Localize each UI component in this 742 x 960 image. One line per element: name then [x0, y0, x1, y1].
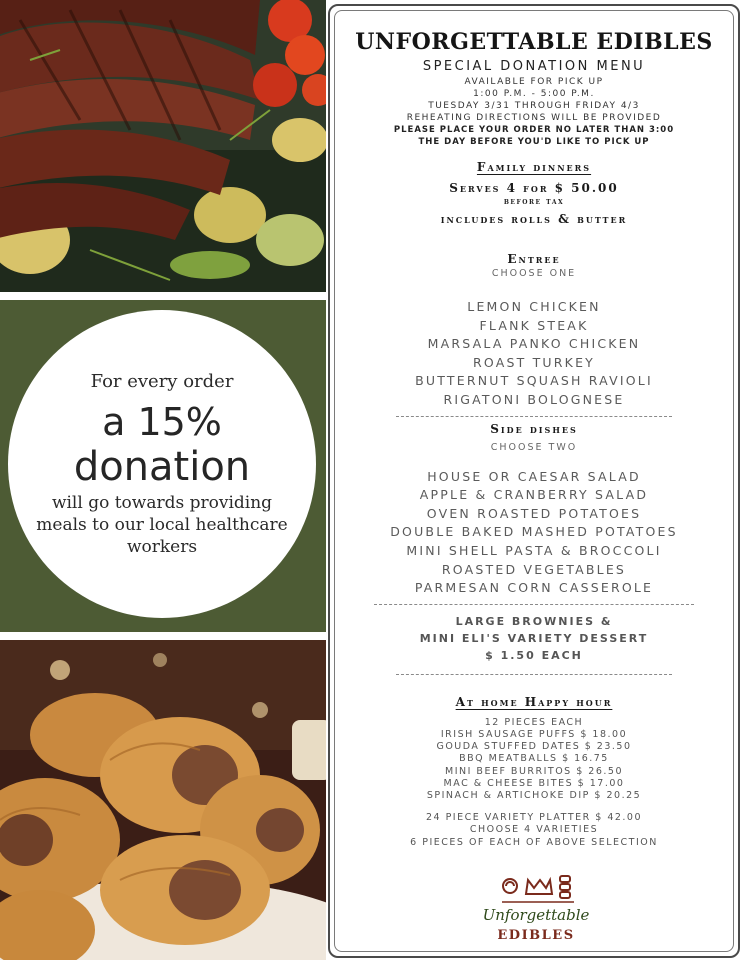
donation-circle	[8, 310, 316, 618]
family-serves-price: Serves 4 for $ 50.00	[449, 181, 619, 195]
sides-list	[330, 468, 738, 598]
happy-hour-item: SPINACH & ARTICHOKE DIP $ 20.25	[426, 789, 642, 801]
dessert-price: $ 1.50 EACH	[485, 648, 583, 662]
platter-item: CHOOSE 4 VARIETIES	[469, 824, 599, 836]
reheat-note: REHEATING DIRECTIONS WILL BE PROVIDED	[406, 113, 662, 123]
family-dinners-heading: Family dinners	[476, 160, 592, 174]
happy-hour-item: IRISH SAUSAGE PUFFS $ 18.00	[440, 728, 628, 740]
promo-percent: a 15%	[102, 399, 222, 444]
food-icons-logo-mark	[466, 868, 606, 908]
sides-heading: Side dishes	[490, 421, 578, 436]
dessert-line2: MINI ELI'S VARIETY DESSERT	[419, 631, 649, 645]
side-item: OVEN ROASTED POTATOES	[426, 505, 642, 521]
entree-item: MARSALA PANKO CHICKEN	[427, 336, 641, 352]
happy-hour-item: BBQ MEATBALLS $ 16.75	[459, 753, 609, 765]
entree-item: BUTTERNUT SQUASH RAVIOLI	[415, 373, 653, 389]
menu-panel	[328, 4, 740, 958]
side-item: MINI SHELL PASTA & BROCCOLI	[406, 542, 662, 558]
happy-hour-item: MAC & CHEESE BITES $ 17.00	[443, 777, 625, 789]
menu-subtitle: SPECIAL DONATION MENU	[422, 59, 646, 74]
happy-hour-item: GOUDA STUFFED DATES $ 23.50	[436, 741, 632, 753]
dessert-line1: LARGE BROWNIES &	[455, 614, 613, 628]
family-includes: includes rolls & butter	[440, 212, 628, 226]
side-item: HOUSE OR CAESAR SALAD	[427, 468, 641, 484]
happy-hour-list	[330, 717, 738, 802]
entree-item: RIGATONI BOLOGNESE	[443, 391, 625, 407]
order-deadline-2: THE DAY BEFORE YOU'D LIKE TO PICK UP	[418, 137, 650, 147]
brand-logo	[466, 868, 606, 950]
promo-donation: donation	[73, 443, 251, 490]
promo-description: will go towards providing meals to our local healthcare workers	[36, 492, 288, 557]
side-item: APPLE & CRANBERRY SALAD	[419, 487, 649, 503]
menu-content	[330, 6, 738, 849]
sides-divider	[374, 604, 694, 605]
sausage-puffs-photo	[0, 640, 326, 960]
family-tax-note: before tax	[503, 197, 565, 207]
platter-item: 24 PIECE VARIETY PLATTER $ 42.00	[425, 812, 643, 824]
order-deadline: PLEASE PLACE YOUR ORDER NO LATER THAN 3:00	[393, 125, 675, 135]
pickup-dates: TUESDAY 3/31 THROUGH FRIDAY 4/3	[428, 101, 640, 111]
entree-item: ROAST TURKEY	[473, 354, 595, 370]
entree-item: LEMON CHICKEN	[467, 299, 601, 314]
menu-title: UNFORGETTABLE EDIBLES	[355, 29, 713, 55]
left-column	[0, 0, 326, 960]
entree-list	[330, 298, 738, 410]
entree-heading: Entree	[507, 252, 561, 266]
promo-line1: For every order	[90, 370, 234, 392]
logo-script: Unforgettable	[482, 906, 590, 924]
dessert-block	[330, 613, 738, 664]
donation-promo	[0, 300, 326, 632]
happy-hour-heading: At home Happy hour	[455, 694, 613, 709]
happy-hour-item: 12 PIECES EACH	[484, 716, 584, 728]
side-item: DOUBLE BAKED MASHED POTATOES	[390, 524, 678, 540]
flank-steak-photo	[0, 0, 326, 292]
sides-choose: CHOOSE TWO	[490, 441, 578, 453]
side-item: ROASTED VEGETABLES	[441, 561, 627, 577]
entree-divider	[396, 416, 672, 417]
happy-hour-item: MINI BEEF BURRITOS $ 26.50	[445, 765, 623, 777]
dessert-divider	[396, 674, 672, 675]
logo-wordmark: EDIBLES	[497, 928, 575, 943]
pickup-time: 1:00 P.M. - 5:00 P.M.	[473, 89, 595, 99]
entree-item: FLANK STEAK	[479, 317, 589, 333]
side-item: PARMESAN CORN CASSEROLE	[414, 580, 654, 596]
pickup-availability: AVAILABLE FOR PICK UP	[464, 77, 604, 87]
entree-choose: CHOOSE ONE	[491, 268, 577, 279]
platter-list	[330, 812, 738, 849]
platter-item: 6 PIECES OF EACH OF ABOVE SELECTION	[410, 836, 658, 848]
